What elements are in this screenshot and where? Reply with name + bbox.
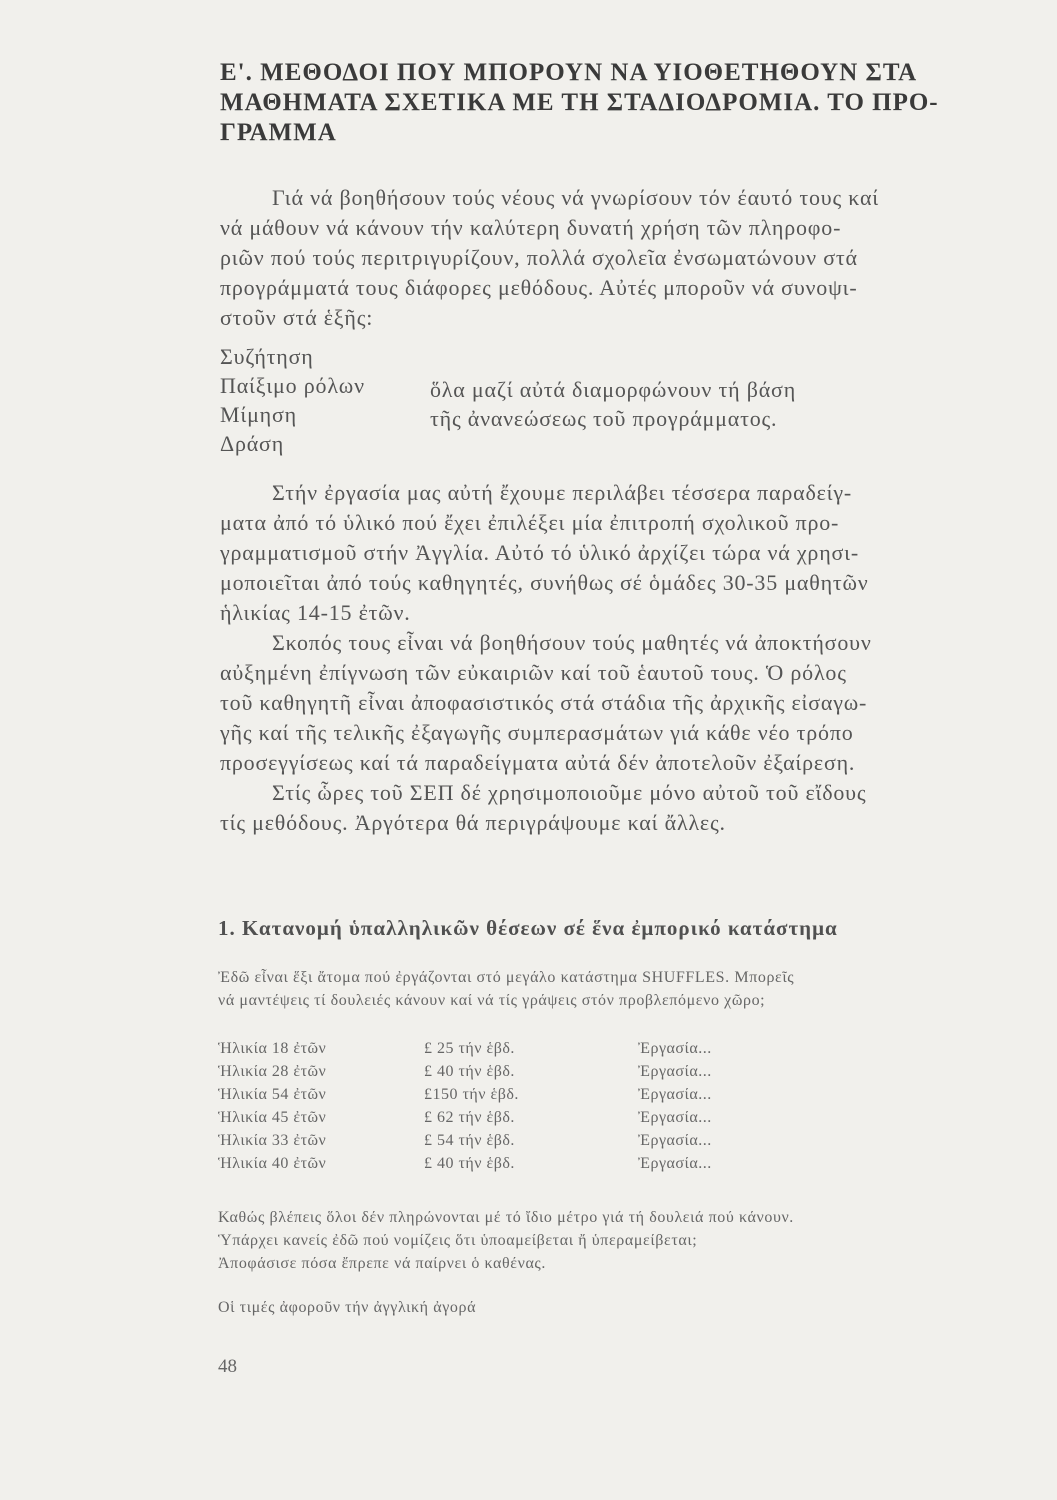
age-cell: Ἡλικία 33 ἐτῶν [218, 1132, 327, 1149]
text-line: Σκοπός τους εἶναι νά βοηθήσουν τούς μαθητές νά ἀποκτήσουν [272, 630, 872, 655]
pay-cell: £ 40 τήν ἑβδ. [424, 1063, 515, 1080]
age-cell: Ἡλικία 40 ἐτῶν [218, 1155, 327, 1172]
text-line: Ὑπάρχει κανείς ἐδῶ πού νομίζεις ὅτι ὑποαμείβεται ἤ ὑπεραμείβεται; [218, 1232, 698, 1249]
text-line: Γιά νά βοηθήσουν τούς νέους νά γνωρίσουν τόν έαυτό τους καί [272, 185, 880, 210]
body-paragraphs [220, 478, 1010, 838]
text-line: γραμματισμοῦ στήν Ἀγγλία. Αὐτό τό ὑλικό ἀρχίζει τώρα νά χρησι- [220, 540, 860, 565]
age-cell: Ἡλικία 18 ἐτῶν [218, 1040, 327, 1057]
age-cell: Ἡλικία 45 ἐτῶν [218, 1109, 327, 1126]
method-item: Συζήτηση [220, 344, 314, 369]
job-cell: Ἐργασία... [638, 1155, 712, 1172]
text-line: προσεγγίσεως καί τά παραδείγματα αὐτά δέν ἀποτελοῦν ἐξαίρεση. [220, 750, 856, 775]
section-intro [218, 966, 1018, 1012]
text-line: νά μαντέψεις τί δουλειές κάνουν καί νά τίς γράψεις στόν προβλεπόμενο χῶρο; [218, 992, 766, 1009]
text-line: γῆς καί τῆς τελικῆς ἐξαγωγῆς συμπερασμάτων γιά κάθε νέο τρόπο [220, 720, 854, 745]
methods-note-line: ὅλα μαζί αὐτά διαμορφώνουν τή βάση [430, 377, 797, 402]
heading-line: ΓΡΑΜΜΑ [220, 119, 337, 146]
method-item: Παίξιμο ρόλων [220, 373, 365, 398]
job-cell: Ἐργασία... [638, 1132, 712, 1149]
method-item: Δράση [220, 431, 285, 456]
age-cell: Ἡλικία 28 ἐτῶν [218, 1063, 327, 1080]
pay-cell: £ 54 τήν ἑβδ. [424, 1132, 515, 1149]
page-number: 48 [218, 1356, 237, 1377]
job-cell: Ἐργασία... [638, 1086, 712, 1103]
text-line: προγράμματά τους διάφορες μεθόδους. Αὐτές μποροῦν νά συνοψι- [220, 275, 858, 300]
footnote-text: Οἱ τιμές ἀφοροῦν τήν ἀγγλική ἀγορά [218, 1299, 477, 1316]
text-line: ριῶν πού τούς περιτριγυρίζουν, πολλά σχολεῖα ἐνσωματώνουν στά [220, 245, 858, 270]
heading-line: Ε'. ΜΕΘΟΔΟΙ ΠΟΥ ΜΠΟΡΟΥΝ ΝΑ ΥΙΟΘΕΤΗΘΟΥΝ ΣΤΑ [220, 59, 918, 86]
text-line: νά μάθουν νά κάνουν τήν καλύτερη δυνατή χρήση τῶν πληροφο- [220, 215, 842, 240]
method-item: Μίμηση [220, 402, 297, 427]
chapter-heading [220, 58, 1010, 148]
text-line: ματα ἀπό τό ὑλικό πού ἔχει ἐπιλέξει μία ἐπιτροπή σχολικοῦ προ- [220, 510, 840, 535]
pay-cell: £ 40 τήν ἑβδ. [424, 1155, 515, 1172]
text-line: Ἐδῶ εἶναι ἕξι ἄτομα πού ἐργάζονται στό μεγάλο κατάστημα SHUFFLES. Μπορεῖς [218, 969, 795, 986]
text-line: τοῦ καθηγητῆ εἶναι ἀποφασιστικός στά στάδια τῆς ἀρχικῆς εἰσαγω- [220, 690, 868, 715]
footnote [218, 1296, 1018, 1319]
text-line: στοῦν στά ἑξῆς: [220, 305, 374, 330]
job-cell: Ἐργασία... [638, 1109, 712, 1126]
text-line: αὐξημένη ἐπίγνωση τῶν εὐκαιριῶν καί τοῦ ἑαυτοῦ τους. Ὁ ρόλος [220, 660, 847, 685]
text-line: Στίς ὧρες τοῦ ΣΕΠ δέ χρησιμοποιοῦμε μόνο αὐτοῦ τοῦ εἴδους [272, 780, 867, 805]
methods-note-line: τῆς ἀνανεώσεως τοῦ προγράμματος. [430, 406, 778, 431]
intro-paragraph [220, 183, 1010, 333]
pay-cell: £150 τήν ἑβδ. [424, 1086, 519, 1103]
text-line: Στήν ἐργασία μας αὐτή ἔχουμε περιλάβει τέσσερα παραδείγ- [272, 480, 853, 505]
text-line: Καθώς βλέπεις ὅλοι δέν πληρώνονται μέ τό ἴδιο μέτρο γιά τή δουλειά πού κάνουν. [218, 1209, 794, 1226]
section-closing [218, 1206, 1018, 1275]
text-line: τίς μεθόδους. Ἀργότερα θά περιγράψουμε καί ἄλλες. [220, 810, 726, 835]
age-cell: Ἡλικία 54 ἐτῶν [218, 1086, 327, 1103]
section-title: 1. Κατανομή ὑπαλληλικῶν θέσεων σέ ἕνα ἐμπορικό κατάστημα [218, 916, 838, 940]
text-line: μοποιεῖται ἀπό τούς καθηγητές, συνήθως σέ ὁμάδες 30-35 μαθητῶν [220, 570, 869, 595]
text-line: ἡλικίας 14-15 ἐτῶν. [220, 600, 411, 625]
job-cell: Ἐργασία... [638, 1063, 712, 1080]
heading-line: ΜΑΘΗΜΑΤΑ ΣΧΕΤΙΚΑ ΜΕ ΤΗ ΣΤΑΔΙΟΔΡΟΜΙΑ. ΤΟ ΠΡΟ- [220, 89, 939, 116]
pay-cell: £ 62 τήν ἑβδ. [424, 1109, 515, 1126]
pay-cell: £ 25 τήν ἑβδ. [424, 1040, 515, 1057]
job-cell: Ἐργασία... [638, 1040, 712, 1057]
text-line: Ἀποφάσισε πόσα ἔπρεπε νά παίρνει ὁ καθένας. [218, 1255, 546, 1272]
